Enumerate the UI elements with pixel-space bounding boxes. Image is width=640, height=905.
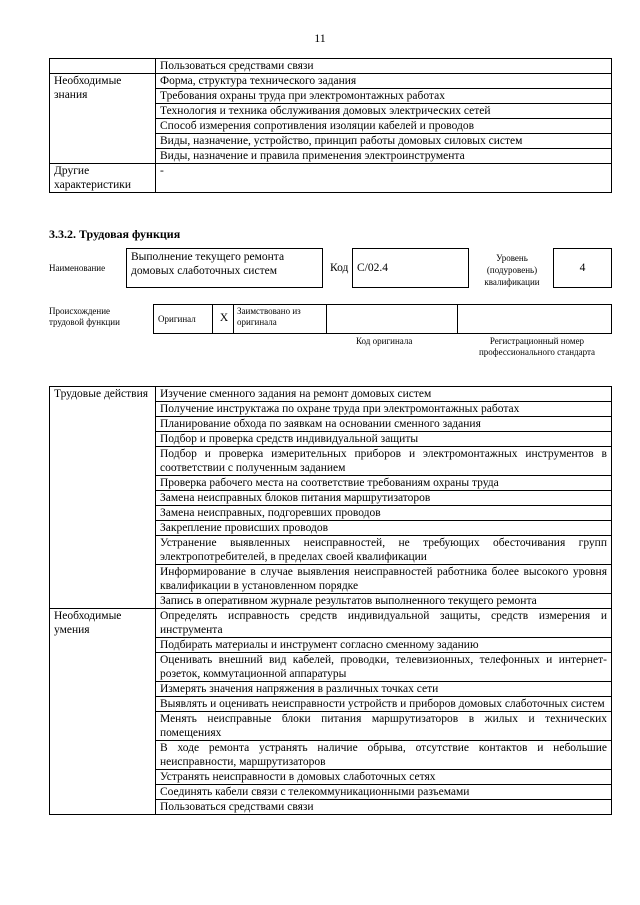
table-row	[50, 164, 612, 193]
knowledge-label: Необходимые знания	[50, 74, 156, 164]
action-item: Закрепление провисших проводов	[156, 521, 612, 536]
name-value: Выполнение текущего ремонта домовых слаботочных систем	[126, 248, 323, 288]
action-item: Планирование обхода по заявкам на основании сменного задания	[156, 417, 612, 432]
other-value: -	[156, 164, 612, 193]
level-value: 4	[553, 248, 612, 288]
knowledge-item: Виды, назначение и правила применения электроинструмента	[156, 149, 612, 164]
functions-table	[49, 386, 612, 815]
action-item: Запись в оперативном журнале результатов выполненного текущего ремонта	[156, 594, 612, 609]
empty-cell	[50, 59, 156, 74]
code-value: С/02.4	[352, 248, 469, 288]
action-item: Подбор и проверка средств индивидуальной защиты	[156, 432, 612, 447]
skill-item: Подбирать материалы и инструмент согласно сменному заданию	[156, 638, 612, 653]
skill-item: Выявлять и оценивать неисправности устройств и приборов домовых слаботочных систем	[156, 697, 612, 712]
knowledge-item: Форма, структура технического задания	[156, 74, 612, 89]
name-label: Наименование	[49, 263, 106, 273]
level-label: Уровень (подуровень) квалификации	[484, 253, 540, 287]
table-row	[50, 609, 612, 638]
action-item: Изучение сменного задания на ремонт домовых систем	[156, 387, 612, 402]
skill-item: Менять неисправные блоки питания маршрутизаторов в жилых и технических помещениях	[156, 712, 612, 741]
knowledge-item: Способ измерения сопротивления изоляции кабелей и проводов	[156, 119, 612, 134]
skill-item: Пользоваться средствами связи	[156, 800, 612, 815]
divider	[457, 304, 458, 334]
table-row	[50, 59, 612, 74]
divider	[233, 304, 234, 334]
origin-label: Происхождение трудовой функции	[49, 306, 120, 327]
skill-item: Измерять значения напряжения в различных точках сети	[156, 682, 612, 697]
code-original-caption: Код оригинала	[356, 336, 413, 346]
skill-item: В ходе ремонта устранять наличие обрыва, отсутствие контактов и небольшие неисправности, маршрутизаторов	[156, 741, 612, 770]
skills-label: Необходимые умения	[50, 609, 156, 815]
action-item: Подбор и проверка измерительных приборов и электромонтажных инструментов в соответствии с полученным заданием	[156, 447, 612, 476]
action-item: Замена неисправных блоков питания маршрутизаторов	[156, 491, 612, 506]
original-mark: Х	[219, 312, 229, 324]
skill-item: Определять исправность средств индивидуальной защиты, средств измерения и инструмента	[156, 609, 612, 638]
action-item: Замена неисправных, подгоревших проводов	[156, 506, 612, 521]
skill-item: Устранять неисправности в домовых слаботочных сетях	[156, 770, 612, 785]
table-row	[50, 387, 612, 402]
original-label: Оригинал	[158, 314, 196, 324]
reg-number-caption: Регистрационный номер профессионального стандарта	[478, 336, 596, 357]
action-item: Получение инструктажа по охране труда при электромонтажных работах	[156, 402, 612, 417]
section-heading: 3.3.2. Трудовая функция	[49, 227, 181, 241]
borrowed-label: Заимствовано из оригинала	[237, 306, 301, 327]
page-number: 11	[314, 31, 326, 45]
first-row-text: Пользоваться средствами связи	[156, 59, 612, 74]
divider	[326, 304, 327, 334]
knowledge-item: Требования охраны труда при электромонтажных работах	[156, 89, 612, 104]
other-label: Другие характеристики	[50, 164, 156, 193]
divider	[212, 304, 213, 334]
code-label: Код	[330, 262, 349, 274]
table-row	[50, 74, 612, 89]
knowledge-item: Технология и техника обслуживания домовых электрических сетей	[156, 104, 612, 119]
knowledge-table	[49, 58, 612, 193]
actions-label: Трудовые действия	[50, 387, 156, 609]
skill-item: Оценивать внешний вид кабелей, проводки, телевизионных, телефонных и интернет-розеток, коммутационной аппаратуры	[156, 653, 612, 682]
skill-item: Соединять кабели связи с телекоммуникационными разъемами	[156, 785, 612, 800]
action-item: Информирование в случае выявления неисправностей работника более высокого уровня квалификации в установленном порядке	[156, 565, 612, 594]
action-item: Устранение выявленных неисправностей, не требующих обесточивания групп электропотребителей, в пределах своей квалификации	[156, 536, 612, 565]
knowledge-item: Виды, назначение, устройство, принцип работы домовых силовых систем	[156, 134, 612, 149]
action-item: Проверка рабочего места на соответствие требованиям охраны труда	[156, 476, 612, 491]
